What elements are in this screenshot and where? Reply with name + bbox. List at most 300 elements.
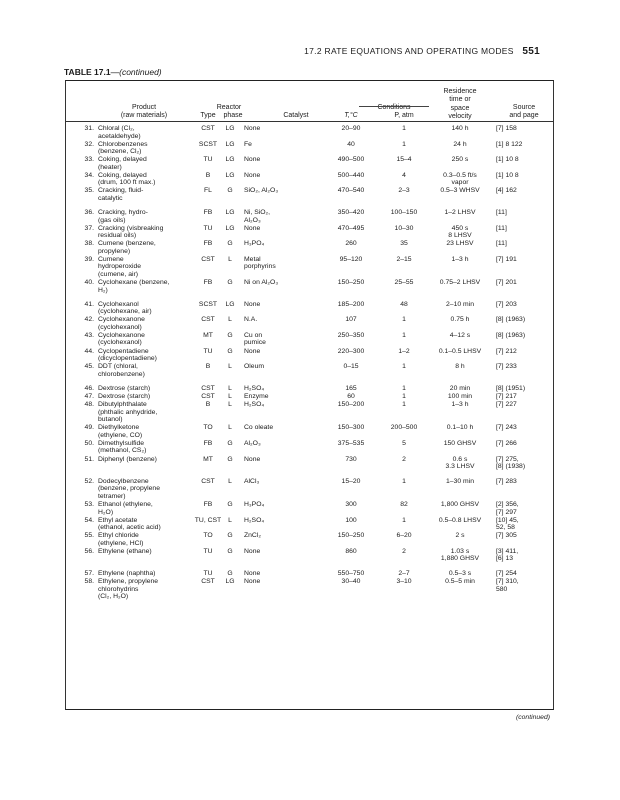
header-type: Type: [200, 112, 216, 119]
row-number: 45.: [84, 363, 94, 371]
row-type: CST: [201, 125, 215, 132]
row-catalyst: AlCl₃: [244, 477, 260, 485]
row-temperature: 150–250: [337, 532, 365, 540]
row-type: FL: [204, 187, 212, 195]
row-source: [7] 191: [496, 255, 517, 263]
table-row: [66, 363, 553, 385]
row-phase: LG: [225, 578, 235, 586]
row-phase: G: [227, 240, 233, 248]
row-pressure: 1: [402, 363, 406, 371]
row-type: B: [205, 171, 211, 179]
row-product: Dibutylphthalate (phthalic anhydride, butanol): [98, 401, 158, 424]
row-residence: 0.75–2 LHSV: [439, 279, 481, 287]
row-catalyst: H₃PO₄: [244, 501, 265, 509]
row-product: Dextrose (starch): [98, 392, 151, 400]
row-number: 33.: [84, 156, 94, 164]
row-phase: G: [227, 532, 233, 540]
row-phase: G: [227, 501, 233, 509]
row-type: CST: [201, 578, 215, 586]
row-residence: 0.5–3 WHSV: [440, 187, 480, 195]
row-residence: 20 min: [449, 384, 471, 392]
row-residence: 0.75 h: [450, 316, 470, 324]
row-phase: L: [228, 316, 232, 324]
row-phase: LG: [225, 140, 235, 148]
row-source: [7] 201: [496, 279, 517, 287]
row-phase: LG: [225, 300, 235, 308]
row-temperature: 860: [345, 547, 357, 555]
table-row: [66, 172, 553, 188]
row-residence: 0.6 s 3.3 LHSV: [445, 455, 475, 471]
row-phase: L: [228, 401, 232, 409]
row-product: Dextrose (starch): [98, 384, 151, 392]
row-temperature: 15–20: [341, 477, 361, 485]
row-product: Diphenyl (benzene): [98, 455, 157, 463]
table-row: [66, 256, 553, 279]
conditions-rule: [359, 106, 429, 107]
table-row: [66, 385, 553, 393]
row-product: Chloral (Cl₂, acetaldehyde): [98, 125, 141, 140]
table-row: [66, 225, 553, 241]
row-pressure: 2: [402, 455, 406, 463]
row-type: FB: [203, 501, 213, 509]
row-number: 35.: [84, 187, 94, 195]
row-catalyst: Ni, SiO₂, Al₂O₃: [244, 209, 271, 224]
row-source: [7] 243: [496, 424, 517, 432]
row-number: 40.: [84, 279, 94, 287]
row-number: 58.: [84, 578, 94, 586]
row-temperature: 500–440: [337, 171, 365, 179]
table-row: [66, 141, 553, 157]
continued-note: (continued): [515, 714, 550, 721]
row-type: MT: [203, 331, 213, 339]
row-catalyst: H₂SO₄: [244, 401, 265, 409]
row-phase: LG: [225, 156, 235, 164]
row-type: CST: [201, 477, 215, 485]
row-phase: LG: [225, 224, 235, 232]
row-product: Cumene hydroperoxide (cumene, air): [98, 255, 142, 278]
row-catalyst: None: [244, 300, 261, 308]
row-residence: 1–3 h: [451, 255, 469, 263]
row-pressure: 3–10: [396, 578, 412, 586]
row-number: 50.: [84, 439, 94, 447]
row-pressure: 1: [402, 140, 406, 148]
row-phase: L: [228, 392, 232, 400]
row-catalyst: None: [244, 455, 261, 463]
row-type: FB: [203, 209, 213, 217]
row-catalyst: None: [244, 547, 261, 555]
row-pressure: 2: [402, 547, 406, 555]
row-number: 47.: [84, 392, 94, 400]
row-number: 55.: [84, 532, 94, 540]
row-residence: 2–10 min: [446, 300, 474, 308]
row-phase: G: [227, 347, 233, 355]
row-temperature: 95–120: [339, 255, 363, 263]
row-pressure: 1–2: [398, 347, 410, 355]
row-pressure: 200–500: [390, 424, 418, 432]
table-row: [66, 301, 553, 317]
row-number: 41.: [84, 300, 94, 308]
header-temperature: T,°C: [344, 112, 358, 119]
row-phase: L: [228, 477, 232, 485]
table-row: [66, 517, 553, 533]
row-temperature: 107: [345, 316, 357, 324]
row-product: Cyclohexanone (cyclohexanol): [98, 331, 145, 347]
header-source: Source and page: [509, 104, 539, 120]
row-residence: 2 s: [455, 532, 465, 540]
row-type: CST: [201, 392, 215, 400]
row-residence: 1,800 GHSV: [440, 501, 480, 509]
row-phase: G: [227, 570, 233, 578]
row-product: Chlorobenzenes (benzene, Cl₂): [98, 140, 148, 156]
row-catalyst: H₂SO₄: [244, 384, 265, 392]
row-number: 43.: [84, 331, 94, 339]
row-source: [8] (1951): [496, 384, 526, 392]
table-row: [66, 548, 553, 570]
row-pressure: 4: [402, 171, 406, 179]
row-residence: 250 s: [451, 156, 469, 164]
table-row: [66, 532, 553, 548]
row-temperature: 375–535: [337, 439, 365, 447]
row-product: Cumene (benzene, propylene): [98, 240, 156, 255]
row-residence: 23 LHSV: [446, 240, 474, 248]
row-pressure: 1: [402, 125, 406, 132]
row-residence: 150 GHSV: [443, 439, 477, 447]
table-row: [66, 578, 553, 601]
row-type: B: [205, 401, 211, 409]
row-source: [7] 254: [496, 570, 517, 578]
table-row: [66, 348, 553, 364]
row-temperature: 0–15: [343, 363, 359, 371]
row-source: [2] 356, [7] 297: [496, 501, 519, 516]
row-source: [7] 310, 580: [496, 578, 519, 593]
row-catalyst: Metal porphyrins: [244, 255, 276, 271]
row-catalyst: None: [244, 347, 261, 355]
row-catalyst: Co oleate: [244, 424, 274, 432]
row-product: Ethyl acetate (ethanol, acetic acid): [98, 516, 161, 532]
row-source: [7] 233: [496, 363, 517, 371]
row-source: [7] 266: [496, 439, 517, 447]
row-pressure: 6–20: [396, 532, 412, 540]
row-type: CST: [201, 255, 215, 263]
row-product: Ethylene (naphtha): [98, 570, 156, 578]
row-type: SCST: [198, 140, 218, 148]
row-product: Cracking, fluid- catalytic: [98, 187, 144, 202]
table-row: [66, 401, 553, 424]
row-residence: 24 h: [453, 140, 467, 148]
row-type: FB: [203, 240, 213, 248]
row-pressure: 1: [402, 401, 406, 409]
row-pressure: 25–55: [394, 279, 414, 287]
row-temperature: 185–200: [337, 300, 365, 308]
table-row: [66, 393, 553, 401]
row-source: [8] (1963): [496, 331, 526, 339]
header-product: Product (raw materials): [120, 104, 168, 120]
row-source: [7] 217: [496, 392, 517, 400]
row-source: [8] (1963): [496, 316, 526, 324]
row-number: 39.: [84, 255, 94, 263]
row-temperature: 250–350: [337, 331, 365, 339]
row-product: Ethanol (ethylene, H₂O): [98, 501, 153, 516]
row-temperature: 150–200: [337, 401, 365, 409]
row-pressure: 15–4: [396, 156, 412, 164]
row-product: Cyclopentadiene (dicyclopentadiene): [98, 347, 157, 362]
row-phase: LG: [225, 209, 235, 217]
table-row: [66, 209, 553, 225]
row-number: 36.: [84, 209, 94, 217]
row-catalyst: ZnCl₂: [244, 532, 261, 540]
row-pressure: 2–15: [396, 255, 412, 263]
row-product: Ethylene (ethane): [98, 547, 152, 555]
row-phase: LG: [225, 171, 235, 179]
row-pressure: 35: [400, 240, 408, 248]
table-row: [66, 501, 553, 517]
row-residence: 0.5–3 s: [448, 570, 472, 578]
row-type: TU, CST: [194, 516, 222, 524]
row-pressure: 1: [402, 384, 406, 392]
running-head-title: 17.2 RATE EQUATIONS AND OPERATING MODES: [304, 46, 514, 56]
row-temperature: 40: [347, 140, 355, 148]
row-type: FB: [203, 439, 213, 447]
row-catalyst: SiO₂, Al₂O₃: [244, 187, 279, 195]
row-phase: L: [228, 255, 232, 263]
row-number: 44.: [84, 347, 94, 355]
row-phase: G: [227, 455, 233, 463]
row-number: 37.: [84, 224, 94, 232]
table-row: [66, 240, 553, 256]
row-catalyst: None: [244, 156, 261, 164]
row-temperature: 260: [345, 240, 357, 248]
row-source: [7] 227: [496, 401, 517, 409]
row-pressure: 1: [402, 516, 406, 524]
row-phase: L: [228, 384, 232, 392]
row-number: 53.: [84, 501, 94, 509]
row-phase: LG: [225, 125, 235, 132]
row-type: CST: [201, 384, 215, 392]
row-pressure: 100–150: [390, 209, 418, 217]
row-catalyst: None: [244, 171, 261, 179]
row-source: [11]: [496, 240, 507, 248]
row-temperature: 30–40: [341, 578, 361, 586]
table-body: [66, 125, 553, 602]
row-product: Coking, delayed (drum, 100 ft max.): [98, 171, 156, 187]
row-catalyst: Al₂O₃: [244, 439, 261, 447]
row-type: TO: [203, 532, 213, 540]
row-number: 48.: [84, 401, 94, 409]
row-temperature: 165: [345, 384, 357, 392]
row-temperature: 470–495: [337, 224, 365, 232]
row-source: [1] 10 8: [496, 156, 519, 164]
row-pressure: 1: [402, 331, 406, 339]
row-number: 46.: [84, 384, 94, 392]
row-product: Diethylketone (ethylene, CO): [98, 424, 143, 439]
row-residence: 450 s 8 LHSV: [448, 224, 472, 240]
row-source: [1] 8 122: [496, 140, 523, 148]
row-temperature: 100: [345, 516, 357, 524]
row-residence: 1–3 h: [451, 401, 469, 409]
row-residence: 0.3–0.5 ft/s vapor: [443, 171, 477, 187]
row-catalyst: Oleum: [244, 363, 265, 371]
row-product: Dodecylbenzene (benzene, propylene tetramer): [98, 477, 160, 500]
row-pressure: 5: [402, 439, 406, 447]
row-temperature: 300: [345, 501, 357, 509]
table-row: [66, 279, 553, 301]
row-product: Ethylene, propylene chlorohydrins (Cl₂, H₂O): [98, 578, 159, 601]
header-phase: phase: [223, 112, 243, 119]
row-phase: G: [227, 187, 233, 195]
row-residence: 0.5–0.8 LHSV: [438, 516, 482, 524]
page-number: 551: [522, 46, 540, 57]
table-row: [66, 456, 553, 478]
row-product: Cracking, hydro- (gas oils): [98, 209, 148, 224]
row-product: Coking, delayed (heater): [98, 156, 147, 171]
row-number: 52.: [84, 477, 94, 485]
row-product: Dimethylsulfide (methanol, CS₂): [98, 439, 147, 455]
row-number: 51.: [84, 455, 94, 463]
table-row: [66, 332, 553, 348]
row-catalyst: Cu on pumice: [244, 331, 266, 347]
row-product: Cyclohexane (benzene, H₂): [98, 279, 170, 294]
table-row: [66, 156, 553, 172]
row-source: [3] 411, [6] 13: [496, 547, 519, 563]
row-phase: G: [227, 547, 233, 555]
row-residence: 1–30 min: [446, 477, 474, 485]
row-residence: 4–12 s: [449, 331, 471, 339]
row-temperature: 150–300: [337, 424, 365, 432]
row-phase: G: [227, 279, 233, 287]
row-source: [10] 45, 52, 58: [496, 516, 519, 532]
row-pressure: 2–3: [398, 187, 410, 195]
row-type: TU: [203, 224, 213, 232]
row-phase: L: [228, 516, 232, 524]
row-temperature: 470–540: [337, 187, 365, 195]
row-residence: 140 h: [451, 125, 469, 132]
data-table: [65, 80, 554, 710]
row-catalyst: Ni on Al₂O₃: [244, 279, 279, 287]
row-temperature: 350–420: [337, 209, 365, 217]
row-type: B: [205, 363, 211, 371]
header-residence: Residence time or space velocity: [443, 88, 477, 120]
row-product: DDT (chloral, chlorobenzene): [98, 363, 145, 378]
row-temperature: 550–750: [337, 570, 365, 578]
row-source: [7] 158: [496, 125, 517, 132]
row-source: [4] 162: [496, 187, 517, 195]
row-phase: G: [227, 439, 233, 447]
row-product: Cyclohexanone (cyclohexanol): [98, 316, 145, 331]
row-catalyst: None: [244, 125, 261, 132]
table-row: [66, 187, 553, 209]
row-temperature: 150–250: [337, 279, 365, 287]
table-row: [66, 570, 553, 578]
row-residence: 0.5–5 min: [445, 578, 475, 586]
header-conditions: Conditions: [377, 104, 411, 111]
row-residence: 1.03 s 1,880 GHSV: [440, 547, 480, 563]
row-type: TO: [203, 424, 213, 432]
row-type: TU: [203, 347, 213, 355]
row-pressure: 1: [402, 316, 406, 324]
row-catalyst: H₂SO₄: [244, 516, 265, 524]
row-temperature: 730: [345, 455, 357, 463]
row-number: 34.: [84, 171, 94, 179]
table-row: [66, 424, 553, 440]
row-number: 56.: [84, 547, 94, 555]
table-label: TABLE 17.1: [64, 67, 111, 77]
row-number: 38.: [84, 240, 94, 248]
row-source: [7] 283: [496, 477, 517, 485]
row-number: 31.: [84, 125, 94, 132]
row-number: 42.: [84, 316, 94, 324]
row-type: TU: [203, 570, 213, 578]
table-row: [66, 316, 553, 332]
row-phase: L: [228, 363, 232, 371]
row-pressure: 10–30: [394, 224, 414, 232]
row-temperature: 60: [347, 392, 355, 400]
row-temperature: 220–300: [337, 347, 365, 355]
row-catalyst: None: [244, 224, 261, 232]
row-catalyst: N.A.: [244, 316, 258, 324]
row-number: 54.: [84, 516, 94, 524]
row-type: CST: [201, 316, 215, 324]
table-row: [66, 440, 553, 456]
row-type: FB: [203, 279, 213, 287]
row-number: 32.: [84, 140, 94, 148]
running-head: [304, 46, 540, 57]
row-type: TU: [203, 547, 213, 555]
header-catalyst: Catalyst: [283, 112, 309, 119]
header-pressure: P, atm: [394, 112, 414, 119]
table-row: [66, 125, 553, 141]
row-temperature: 20–90: [341, 125, 361, 132]
row-type: MT: [203, 455, 213, 463]
row-residence: 1–2 LHSV: [444, 209, 476, 217]
row-phase: L: [228, 424, 232, 432]
row-catalyst: Enzyme: [244, 392, 269, 400]
table-caption: [64, 67, 162, 77]
row-number: 49.: [84, 424, 94, 432]
row-type: SCST: [198, 300, 218, 308]
row-residence: 8 h: [455, 363, 465, 371]
row-phase: G: [227, 331, 233, 339]
row-type: TU: [203, 156, 213, 164]
row-catalyst: None: [244, 570, 261, 578]
row-catalyst: H₃PO₄: [244, 240, 265, 248]
row-temperature: 490–500: [337, 156, 365, 164]
row-pressure: 1: [402, 392, 406, 400]
row-product: Ethyl chloride (ethylene, HCl): [98, 532, 144, 547]
row-catalyst: Fe: [244, 140, 252, 148]
row-pressure: 2–7: [398, 570, 410, 578]
row-product: Cyclohexanol (cyclohexane, air): [98, 300, 152, 316]
row-residence: 0.1–10 h: [446, 424, 474, 432]
row-source: [7] 275, [8] (1938): [496, 455, 526, 471]
row-catalyst: None: [244, 578, 261, 586]
table-continued-label: —(continued): [110, 67, 162, 77]
row-residence: 100 min: [447, 392, 473, 400]
row-pressure: 82: [400, 501, 408, 509]
row-source: [7] 203: [496, 300, 517, 308]
row-product: Cracking (visbreaking residual oils): [98, 224, 164, 240]
row-pressure: 48: [400, 300, 408, 308]
row-pressure: 1: [402, 477, 406, 485]
header-rule: [66, 121, 553, 122]
row-source: [11]: [496, 209, 507, 217]
row-source: [7] 305: [496, 532, 517, 540]
row-source: [1] 10 8: [496, 171, 519, 179]
row-source: [11]: [496, 224, 507, 232]
header-reactor: Reactor: [216, 104, 242, 111]
table-row: [66, 478, 553, 501]
row-residence: 0.1–0.5 LHSV: [438, 347, 482, 355]
row-source: [7] 212: [496, 347, 517, 355]
